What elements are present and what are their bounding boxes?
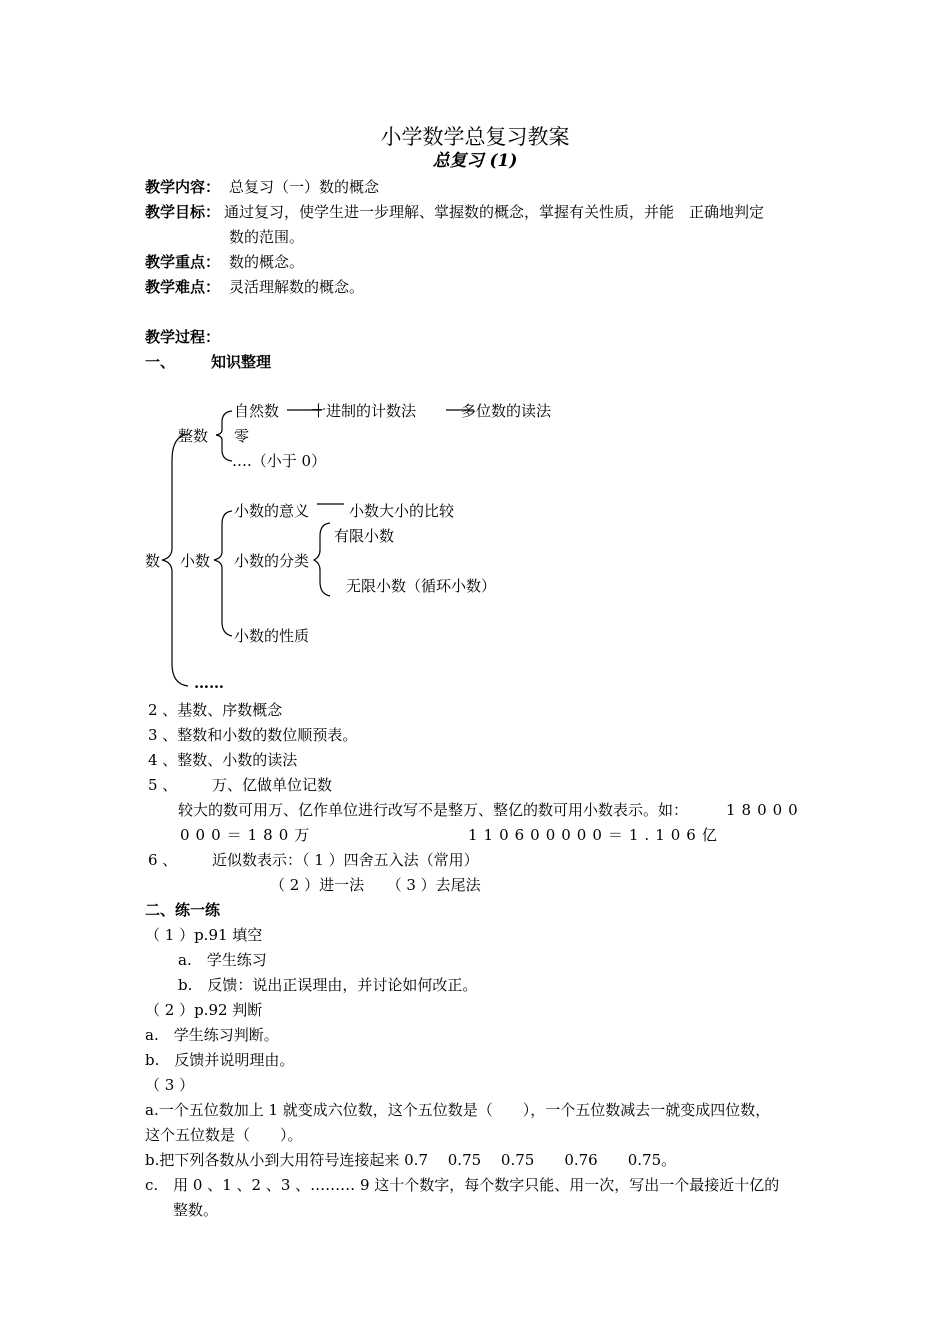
content-value: 总复习（一）数的概念 <box>229 178 380 196</box>
difficulty-label: 教学难点： <box>145 278 221 296</box>
diagram-finite: 有限小数 <box>334 527 395 545</box>
diagram-decimal-props: 小数的性质 <box>234 627 310 645</box>
diagram-decimal: 小数 <box>180 552 211 570</box>
item-5-number: 5 、 <box>148 776 178 794</box>
practice-1a: a. 学生练习 <box>178 951 267 969</box>
item-3: 3 、整数和小数的数位顺预表。 <box>148 726 358 744</box>
diagram-more: …… <box>194 674 224 692</box>
diagram-decimal-compare: 小数大小的比较 <box>349 502 455 520</box>
diagram-negative: ….（小于 0） <box>232 452 327 470</box>
practice-3: （ 3 ） <box>145 1076 195 1094</box>
diagram-decimal-meaning: 小数的意义 <box>234 502 310 520</box>
item-5-text: 万、亿做单位记数 <box>212 776 333 794</box>
diagram-root: 数 <box>145 552 161 570</box>
diagram-integer: 整数 <box>178 427 209 445</box>
diagram-natural: 自然数 <box>234 402 280 420</box>
key-label: 教学重点： <box>145 253 221 271</box>
practice-3a-line-2: 这个五位数是（ ）。 <box>145 1126 303 1144</box>
practice-1b: b. 反馈：说出正误理由，并讨论如何改正。 <box>178 976 478 994</box>
integer-brace <box>216 411 232 461</box>
classify-brace <box>314 523 330 596</box>
item-6-number: 6 、 <box>148 851 178 869</box>
section1-number: 一、 <box>145 353 176 371</box>
section1-title: 知识整理 <box>211 353 272 371</box>
item-6-line-2: （ 2 ）进一法 （ 3 ）去尾法 <box>270 876 481 894</box>
practice-3c-line-2: 整数。 <box>173 1201 219 1219</box>
practice-3a-line-1: a.一个五位数加上 1 就变成六位数，这个五位数是（ ），一个五位数减去一就变成四位数， <box>145 1101 771 1119</box>
item-5-example-1: 18000 <box>726 801 804 819</box>
practice-2a: a. 学生练习判断。 <box>145 1026 279 1044</box>
key-value: 数的概念。 <box>229 253 305 271</box>
item-6-text: 近似数表示：（ 1 ）四舍五入法（常用） <box>212 851 479 869</box>
practice-2: （ 2 ）p.92 判断 <box>145 1001 263 1019</box>
goal-line-1: 通过复习，使学生进一步理解、掌握数的概念，掌握有关性质，并能 正确地判定 <box>224 203 765 221</box>
diagram-infinite: 无限小数（循环小数） <box>346 577 497 595</box>
diagram-decimal-class: 小数的分类 <box>234 552 310 570</box>
item-5-example-2: 110600000＝1.106亿 <box>468 826 723 844</box>
content-label: 教学内容： <box>145 178 221 196</box>
practice-3c-line-1: c. 用 0 、1 、2 、3 、……… 9 这十个数字，每个数字只能、用一次，写出一个最接近十亿的 <box>145 1176 780 1194</box>
item-5-line-2: 000＝180万 <box>180 826 316 844</box>
diagram-zero: 零 <box>234 427 250 445</box>
diagram-decimal-system: 十进制的计数法 <box>311 402 417 420</box>
practice-1: （ 1 ）p.91 填空 <box>145 926 263 944</box>
process-heading: 教学过程： <box>145 328 221 346</box>
item-4: 4 、整数、小数的读法 <box>148 751 298 769</box>
item-5-line-1: 较大的数可用万、亿作单位进行改写不是整万、整亿的数可用小数表示。如： <box>178 801 689 819</box>
practice-3b: b.把下列各数从小到大用符号连接起来 0.7 0.75 0.75 0.76 0.75。 <box>145 1151 677 1169</box>
page-title: 小学数学总复习教案 <box>380 125 570 149</box>
item-2: 2 、基数、序数概念 <box>148 701 283 719</box>
practice-2b: b. 反馈并说明理由。 <box>145 1051 295 1069</box>
page-subtitle: 总复习 (1) <box>432 151 518 171</box>
decimal-brace <box>214 511 232 636</box>
goal-line-2: 数的范围。 <box>229 228 305 246</box>
difficulty-value: 灵活理解数的概念。 <box>229 278 365 296</box>
goal-label: 教学目标： <box>145 203 221 221</box>
diagram-multi-digit: 多位数的读法 <box>461 402 552 420</box>
practice-heading: 二、练一练 <box>145 901 221 919</box>
